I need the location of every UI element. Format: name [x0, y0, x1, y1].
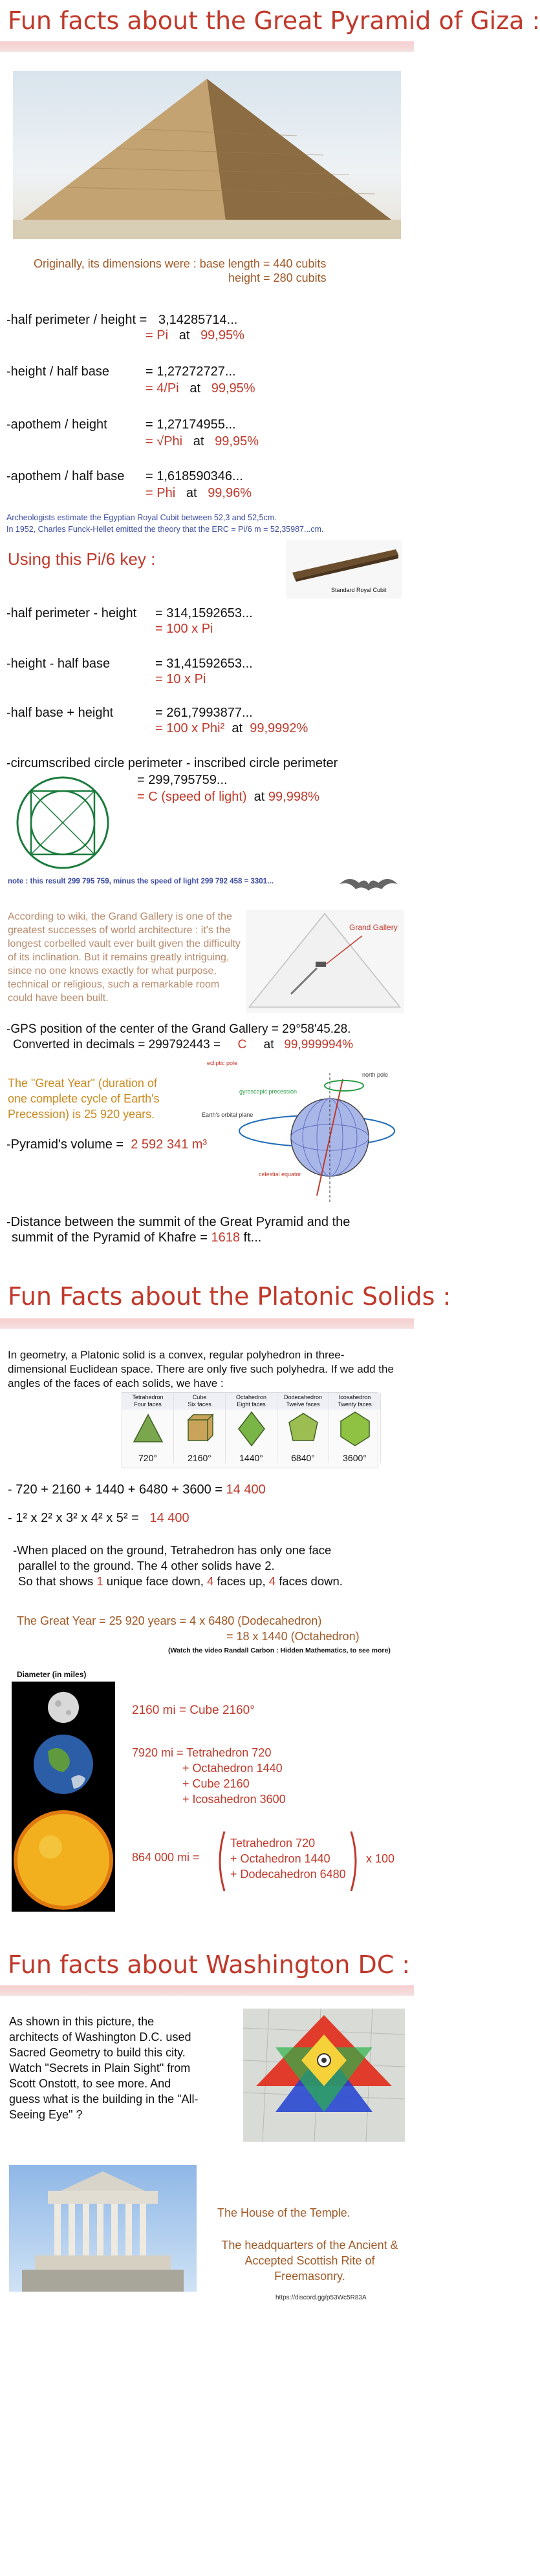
cubit-theory-note: In 1952, Charles Funck-Hellet emitted the theory that the ERC = Pi/6 m = 52,35987...cm. [6, 525, 324, 534]
circle-paren: (speed of light) [161, 790, 247, 804]
key-fact-value: = 31,41592653... [155, 657, 253, 671]
solid-angle: 1440° [239, 1453, 263, 1463]
solid-name: Octahedron [235, 1394, 267, 1400]
fact-value: = 1,27272727... [146, 364, 236, 379]
gps-line: -GPS position of the center of the Grand Gallery = 29°58'45.28. [6, 1022, 351, 1036]
section-divider [0, 1985, 414, 1996]
grand-gallery-text: According to wiki, the Grand Gallery is one of the greatest successes of world architecture : it's the longest corbelled vault ever built given the difficulty of its inclination. But it remains greatly intriguing, since no one knows exactly for what purpose, technical or religious, such a remarkable room could have been built. [8, 911, 241, 1004]
fact-value: 3,14285714... [158, 313, 238, 327]
distance-unit: ft... [243, 1230, 262, 1245]
solid-cell-dodecahedron [277, 1393, 329, 1463]
earth-equation-a: 7920 mi = Tetrahedron 720 [132, 1746, 272, 1759]
ground-four-down: 4 [268, 1574, 276, 1588]
gps-c: C [237, 1038, 247, 1051]
gps-pct: 99,999994% [284, 1038, 354, 1051]
section1-title: Fun facts about the Great Pyramid of Giza : [8, 6, 540, 35]
ground-line1: -When placed on the ground, Tetrahedron has only one face [13, 1543, 332, 1557]
fact-value: = 1,618590346... [146, 469, 243, 483]
section-divider [0, 41, 414, 52]
fact-value: = 1,27174955... [146, 417, 236, 432]
dimensions-height: height = 280 cubits [228, 271, 327, 284]
platonic-solids-table [122, 1392, 378, 1468]
great-year-video-note: (Watch the video Randall Carbon : Hidden Mathematics, to see more) [168, 1647, 391, 1654]
circle-at: at [254, 790, 265, 804]
right-paren-icon [349, 1829, 362, 1894]
grand-gallery-diagram [246, 910, 404, 1013]
equator-label: celestial equator [259, 1171, 301, 1177]
washington-map-image [243, 2009, 405, 2142]
section-divider [0, 1318, 414, 1329]
fact-approx: = √Phi [146, 434, 183, 449]
great-year-formula2: = 18 x 1440 (Octahedron) [226, 1630, 360, 1643]
royal-cubit-image [286, 540, 402, 598]
platonic-intro: In geometry, a Platonic solid is a convex, regular polyhedron in three-dimensional Euclidean space. There are only five such polyhedra. If we add the angles of the faces of each solids, we have : [8, 1349, 394, 1389]
fact-label: -height / half base [6, 364, 109, 379]
dodecahedron-icon [277, 1409, 329, 1447]
fact-label: -apothem / height [6, 417, 107, 432]
fact-pct: 99,96% [208, 486, 252, 500]
distance-value: 1618 [211, 1230, 240, 1245]
circle-pct: 99,998% [268, 790, 319, 804]
squares-product: - 1² x 2² x 3² x 4² x 5² = [8, 1511, 139, 1525]
bats-icon [336, 871, 401, 897]
circle-value: = 299,795759... [137, 773, 228, 787]
solid-faces: Six faces [188, 1401, 211, 1408]
volume-label: -Pyramid's volume = [6, 1137, 124, 1152]
sun-term: + Dodecahedron 6480 [230, 1868, 346, 1881]
volume-value: 2 592 341 m³ [131, 1137, 208, 1152]
ground-a: So that shows [18, 1574, 94, 1588]
fact-pct: 99,95% [215, 434, 259, 449]
solid-cell-octahedron [226, 1393, 277, 1463]
solid-angle: 720° [138, 1453, 157, 1463]
circle-result: = C [137, 790, 158, 804]
solid-name: Icosahedron [338, 1394, 371, 1400]
ground-one: 1 [96, 1574, 103, 1588]
sun-term: + Octahedron 1440 [230, 1852, 330, 1865]
solid-faces: Four faces [134, 1401, 162, 1408]
cubit-note: Archeologists estimate the Egyptian Royal Cubit between 52,3 and 52,5cm. [6, 513, 277, 522]
ground-four-up: 4 [207, 1574, 214, 1588]
gps-converted: Converted in decimals = 299792443 = [13, 1038, 221, 1051]
great-year-text: The "Great Year" (duration of one complete cycle of Earth's Precession) is 25 920 years. [8, 1077, 160, 1121]
earth-equation-d: + Icosahedron 3600 [182, 1793, 286, 1806]
key-title: Using this Pi/6 key : [8, 549, 156, 569]
discord-link[interactable]: https://discord.gg/p53Wc5R83A [275, 2294, 367, 2301]
diameter-caption: Diameter (in miles) [17, 1670, 87, 1679]
sun-equation-lhs: 864 000 mi = [132, 1851, 200, 1864]
fact-approx: = 4/Pi [146, 381, 179, 396]
angles-sum-result: 14 400 [226, 1483, 266, 1497]
earth-precession-diagram [200, 1060, 407, 1209]
key-fact-label: -half perimeter - height [6, 606, 137, 620]
moon-equation: 2160 mi = Cube 2160° [132, 1704, 255, 1717]
key-fact-value: = 261,7993877... [155, 706, 253, 720]
solid-cell-cube [174, 1393, 226, 1463]
orbit-plane-label: Earth's orbital plane [202, 1112, 254, 1118]
solid-name: Cube [192, 1394, 207, 1400]
fact-label: -half perimeter / height = [6, 313, 147, 327]
cubit-caption: Standard Royal Cubit [331, 587, 387, 593]
fact-at: at [178, 328, 190, 343]
sun-multiplier: x 100 [366, 1852, 395, 1865]
ground-b: unique face down, [106, 1574, 204, 1588]
ground-d: faces down. [279, 1574, 343, 1588]
icosahedron-icon [329, 1409, 380, 1447]
circle-perimeter-label: -circumscribed circle perimeter - inscribed circle perimeter [6, 756, 338, 770]
key-fact-at: at [232, 721, 243, 735]
angles-sum: - 720 + 2160 + 1440 + 6480 + 3600 = [8, 1483, 222, 1497]
solid-name: Tetrahedron [132, 1394, 164, 1400]
house-of-temple-photo [9, 2165, 197, 2292]
tetrahedron-icon [122, 1409, 173, 1447]
celestial-bodies-image [12, 1682, 115, 1912]
earth-equation-b: + Octahedron 1440 [182, 1762, 283, 1775]
solid-name: Dodecahedron [283, 1394, 323, 1400]
fact-pct: 99,95% [211, 381, 255, 396]
fact-approx: = Pi [146, 328, 169, 343]
grand-gallery-label: Grand Gallery [349, 923, 398, 932]
earth-equation-c: + Cube 2160 [182, 1777, 250, 1790]
north-pole-label: north pole [362, 1072, 389, 1078]
dimensions-line: Originally, its dimensions were : base length = 440 cubits [34, 257, 327, 270]
solid-faces: Eight faces [237, 1401, 266, 1408]
sun-term: Tetrahedron 720 [230, 1837, 316, 1850]
left-paren-icon [213, 1829, 226, 1894]
octahedron-icon [226, 1409, 277, 1447]
pyramid-photo [13, 71, 401, 239]
house-title: The House of the Temple. [217, 2206, 351, 2219]
key-fact-label: -height - half base [6, 657, 111, 671]
ground-line2: parallel to the ground. The 4 other solids have 2. [18, 1559, 275, 1572]
key-fact-pct: 99,9992% [250, 721, 308, 735]
solid-faces: Twenty faces [338, 1401, 372, 1408]
key-fact-result: = 10 x Pi [155, 672, 206, 686]
house-description: The headquarters of the Ancient & Accepted Scottish Rite of Freemasonry. [221, 2239, 398, 2283]
fact-at: at [193, 434, 204, 449]
ecliptic-pole-label: ecliptic pole [207, 1060, 238, 1066]
cube-icon [174, 1409, 225, 1447]
solid-angle: 2160° [188, 1453, 211, 1463]
great-year-formula: The Great Year = 25 920 years = 4 x 6480 (Dodecahedron) [17, 1614, 322, 1627]
distance-line: -Distance between the summit of the Great Pyramid and the [6, 1215, 351, 1229]
solid-angle: 6840° [291, 1453, 315, 1463]
key-fact-value: = 314,1592653... [155, 606, 253, 620]
solid-cell-tetrahedron [122, 1393, 174, 1463]
key-fact-result: = 100 x Pi [155, 622, 213, 636]
solid-angle: 3600° [343, 1453, 367, 1463]
fact-pct: 99,95% [200, 328, 244, 343]
squares-product-result: 14 400 [149, 1511, 189, 1525]
distance-line2: summit of the Pyramid of Khafre = [12, 1230, 208, 1245]
gyro-label: gyroscopic precession [239, 1088, 297, 1095]
circles-diagram [14, 774, 111, 871]
key-fact-label: -half base + height [6, 706, 114, 720]
fact-approx: = Phi [146, 486, 176, 500]
solid-cell-icosahedron [329, 1393, 381, 1463]
section3-title: Fun facts about Washington DC : [8, 1950, 411, 1979]
gps-at: at [263, 1038, 274, 1051]
speed-of-light-note: note : this result 299 795 759, minus the speed of light 299 792 458 = 3301... [8, 878, 274, 885]
key-fact-result: = 100 x Phi² [155, 721, 225, 735]
washington-paragraph: As shown in this picture, the architects of Washington D.C. used Sacred Geometry to build this city. Watch "Secrets in Plain Sight" from Scott Onstott, to see more. And guess what is the building in the "All-Seeing Eye" ? [9, 2015, 199, 2121]
section2-title: Fun Facts about the Platonic Solids : [8, 1282, 451, 1311]
fact-at: at [189, 381, 201, 396]
ground-c: faces up, [217, 1574, 266, 1588]
solid-faces: Twelve faces [286, 1401, 320, 1408]
fact-label: -apothem / half base [6, 469, 125, 483]
fact-at: at [186, 486, 197, 500]
